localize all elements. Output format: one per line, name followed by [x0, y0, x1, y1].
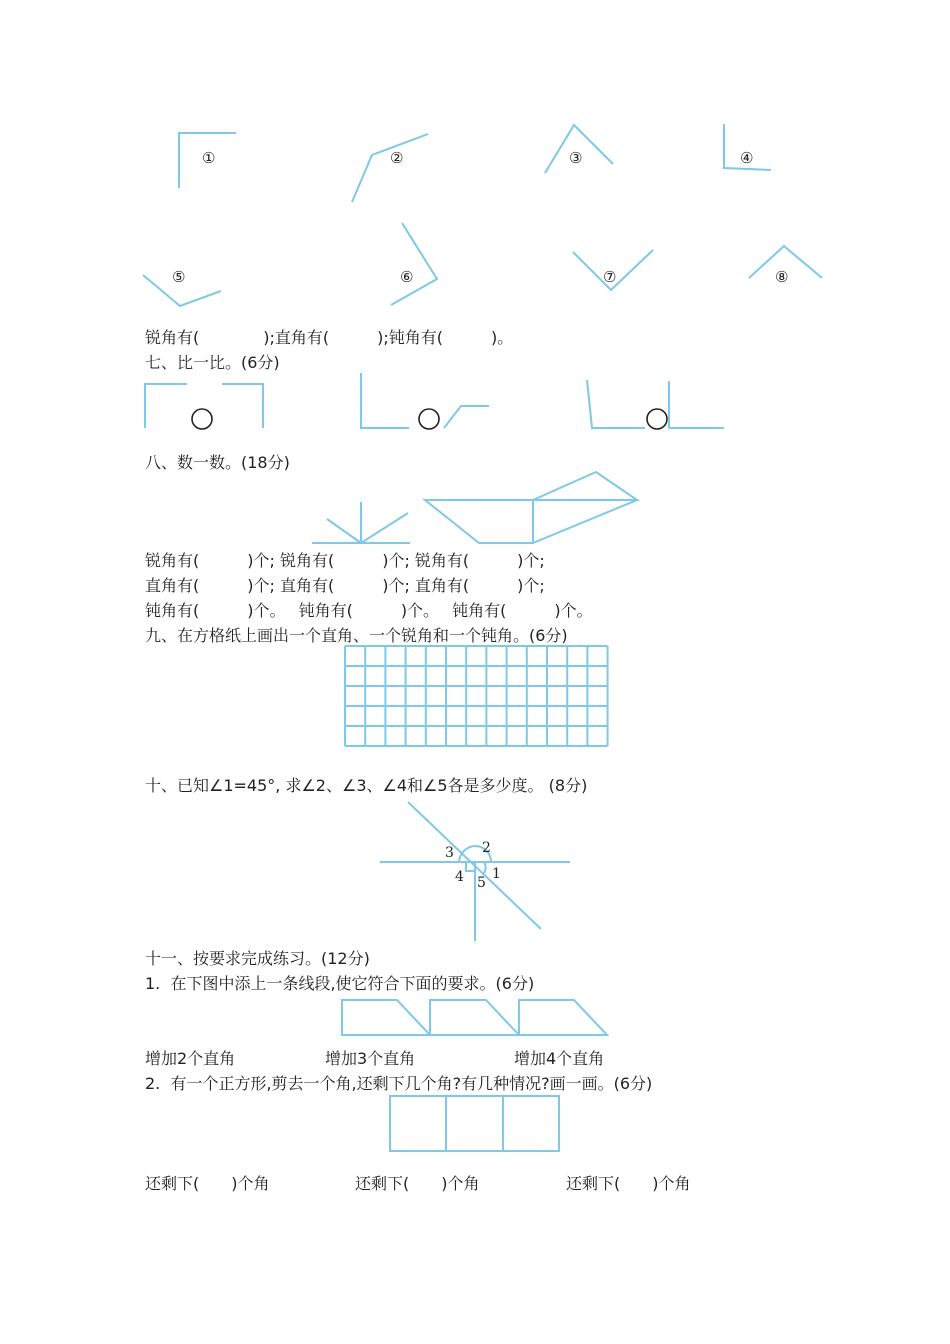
- angle-label-8: ⑧: [775, 268, 789, 286]
- q10-title: 十、已知∠1=45°, 求∠2、∠3、∠4和∠5各是多少度。 (8分): [145, 776, 588, 795]
- angle-label-1: ①: [202, 149, 216, 167]
- requirement-1: 增加2个直角: [145, 1049, 236, 1068]
- square-row: [390, 1096, 559, 1151]
- angle-label-3: ③: [569, 149, 583, 167]
- angle-label-6: ⑥: [400, 268, 414, 286]
- angle-label-5: ⑤: [172, 268, 186, 286]
- q8-row-right: 直角有( )个; 直角有( )个; 直角有( )个;: [145, 576, 545, 595]
- compare-circle-1[interactable]: [192, 409, 212, 429]
- compare-circle-2[interactable]: [419, 409, 439, 429]
- angle-mark-3: 3: [445, 845, 454, 861]
- count-figure-trapezoid: [425, 472, 637, 543]
- q8-title: 八、数一数。(18分): [145, 453, 290, 472]
- compare-pair-3: [587, 380, 724, 428]
- requirement-3: 增加4个直角: [514, 1049, 605, 1068]
- trapezoid-row: [342, 1000, 607, 1035]
- requirement-2: 增加3个直角: [325, 1049, 416, 1068]
- angle-label-7: ⑦: [603, 268, 617, 286]
- intersecting-lines: [380, 802, 570, 941]
- q8-row-acute: 锐角有( )个; 锐角有( )个; 锐角有( )个;: [145, 551, 545, 570]
- compare-pair-2: [361, 373, 489, 428]
- angle-6: [391, 223, 437, 305]
- angle-label-4: ④: [740, 149, 754, 167]
- q9-title: 九、在方格纸上画出一个直角、一个锐角和一个钝角。(6分): [145, 626, 568, 645]
- count-figure-fan: [312, 502, 410, 543]
- angle-mark-5: 5: [477, 875, 486, 891]
- q7-title: 七、比一比。(6分): [145, 353, 280, 372]
- angle-mark-2: 2: [482, 840, 491, 856]
- q11-sub2: 2. 有一个正方形,剪去一个角,还剩下几个角?有几种情况?画一画。(6分): [145, 1074, 653, 1093]
- angle-mark-4: 4: [455, 869, 464, 885]
- compare-pair-1: [145, 384, 263, 428]
- remaining-1: 还剩下( )个角: [145, 1174, 270, 1193]
- q8-row-obtuse: 钝角有( )个。 钝角有( )个。 钝角有( )个。: [145, 601, 593, 620]
- compare-circle-3[interactable]: [647, 409, 667, 429]
- remaining-2: 还剩下( )个角: [355, 1174, 480, 1193]
- angle-mark-1: 1: [492, 866, 501, 882]
- remaining-3: 还剩下( )个角: [566, 1174, 691, 1193]
- angle-answer-line: 锐角有( );直角有( );钝角有( )。: [145, 328, 514, 347]
- q11-title: 十一、按要求完成练习。(12分): [145, 949, 370, 968]
- q11-sub1: 1. 在下图中添上一条线段,使它符合下面的要求。(6分): [145, 974, 535, 993]
- angle-label-2: ②: [390, 149, 404, 167]
- grid-paper[interactable]: [345, 646, 608, 746]
- angle-2: [352, 134, 428, 202]
